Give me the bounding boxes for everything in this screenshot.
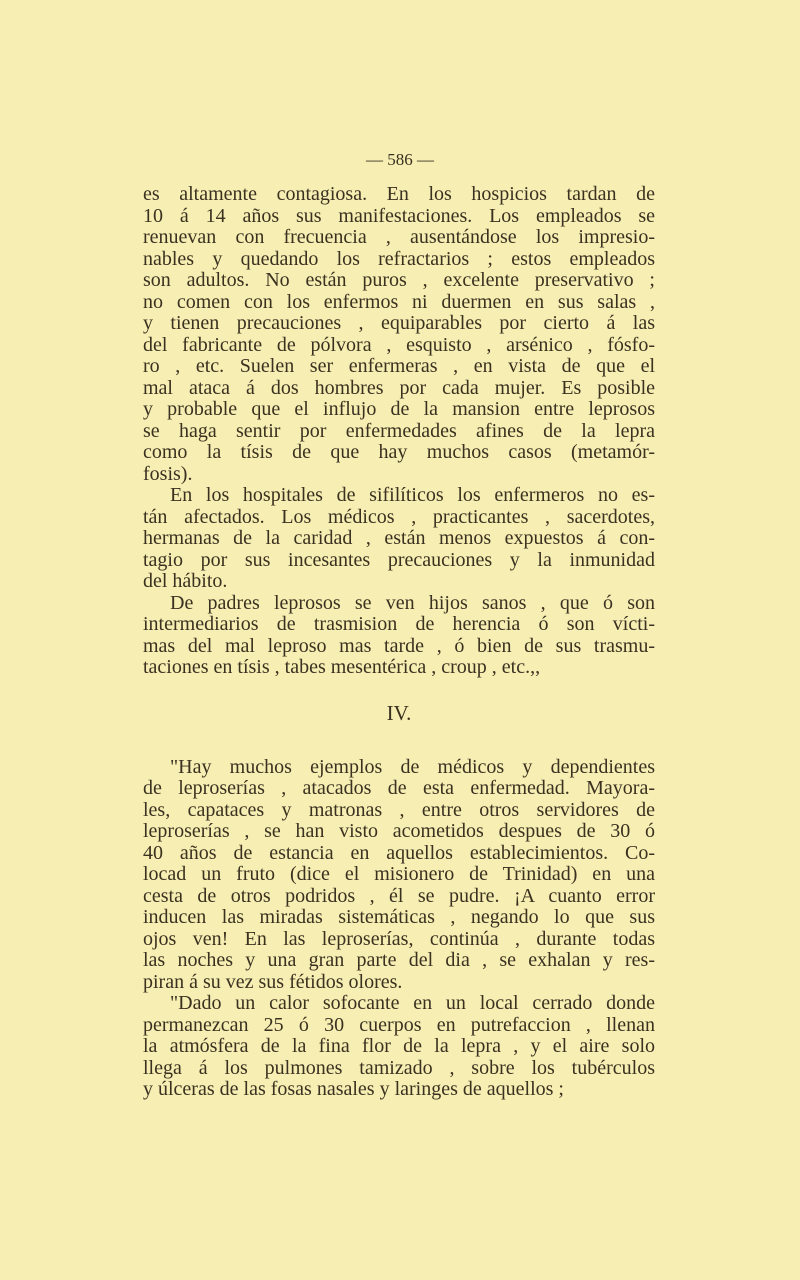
text-line: mas del mal leproso mas tarde , ó bien de sus trasmu- bbox=[143, 634, 655, 657]
text-line: En los hospitales de sifilíticos los enfermeros no es- bbox=[170, 484, 655, 506]
text-line: hermanas de la caridad , están menos expuestos á con- bbox=[143, 527, 655, 549]
text-line: es altamente contagiosa. En los hospicios tardan de bbox=[143, 183, 655, 205]
text-line: como la tísis de que hay muchos casos (metamór- bbox=[143, 441, 655, 463]
paragraph bbox=[143, 485, 655, 593]
text-line: y tienen precauciones , equiparables por cierto á las bbox=[143, 312, 655, 334]
text-line: ro , etc. Suelen ser enfermeras , en vista de que el bbox=[143, 355, 655, 377]
text-line: 10 á 14 años sus manifestaciones. Los empleados se bbox=[143, 204, 655, 227]
text-line: son adultos. No están puros , excelente preservativo ; bbox=[143, 269, 655, 291]
text-line: permanezcan 25 ó 30 cuerpos en putrefaccion , llenan bbox=[143, 1013, 655, 1036]
text-line: les, capataces y matronas , entre otros servidores de bbox=[143, 798, 655, 821]
text-line: del fabricante de pólvora , esquisto , arsénico , fósfo- bbox=[143, 333, 655, 356]
text-line: renuevan con frecuencia , ausentándose los impresio- bbox=[143, 226, 655, 248]
text-line: y probable que el influjo de la mansion entre leprosos bbox=[143, 398, 655, 420]
text-line: ojos ven! En las leproserías, continúa , durante todas bbox=[143, 927, 655, 950]
text-line: 40 años de estancia en aquellos establecimientos. Co- bbox=[143, 841, 655, 864]
paragraph bbox=[143, 184, 655, 485]
text-line: fosis). bbox=[143, 462, 193, 485]
text-line: locad un fruto (dice el misionero de Trinidad) en una bbox=[143, 863, 655, 885]
paragraph bbox=[143, 593, 655, 679]
section-heading: IV. bbox=[386, 700, 412, 725]
text-line: tagio por sus incesantes precauciones y la inmunidad bbox=[143, 548, 655, 571]
text-line: del hábito. bbox=[143, 570, 228, 592]
text-line: de leproserías , atacados de esta enfermedad. Mayora- bbox=[143, 777, 655, 799]
text-body bbox=[143, 184, 655, 1101]
text-line: inducen las miradas sistemáticas , negando lo que sus bbox=[143, 906, 655, 928]
page-number: — 586 — bbox=[366, 150, 434, 169]
text-line: llega á los pulmones tamizado , sobre los tubérculos bbox=[143, 1056, 655, 1079]
text-line: cesta de otros podridos , él se pudre. ¡A cuanto error bbox=[143, 884, 655, 907]
text-line: "Hay muchos ejemplos de médicos y dependientes bbox=[170, 755, 655, 778]
text-line: intermediarios de trasmision de herencia ó son vícti- bbox=[143, 613, 655, 635]
text-line: y úlceras de las fosas nasales y laringes de aquellos ; bbox=[143, 1078, 564, 1100]
text-line: se haga sentir por enfermedades afines de la lepra bbox=[143, 419, 655, 442]
text-line: piran á su vez sus fétidos olores. bbox=[143, 970, 403, 993]
paragraph bbox=[143, 993, 655, 1101]
text-line: la atmósfera de la fina flor de la lepra , y el aire solo bbox=[143, 1035, 655, 1057]
text-line: mal ataca á dos hombres por cada mujer. Es posible bbox=[143, 376, 655, 399]
text-line: leproserías , se han visto acometidos despues de 30 ó bbox=[143, 820, 655, 842]
text-line: De padres leprosos se ven hijos sanos , que ó son bbox=[170, 591, 655, 614]
text-line: las noches y una gran parte del dia , se exhalan y res- bbox=[143, 949, 655, 971]
text-line: no comen con los enfermos ni duermen en sus salas , bbox=[143, 290, 655, 313]
text-line: taciones en tísis , tabes mesentérica , croup , etc.,, bbox=[143, 656, 541, 678]
text-line: "Dado un calor sofocante en un local cerrado donde bbox=[170, 992, 655, 1014]
text-line: nables y quedando los refractarios ; estos empleados bbox=[143, 247, 655, 270]
text-line: tán afectados. Los médicos , practicantes , sacerdotes, bbox=[143, 505, 655, 528]
paragraph bbox=[143, 757, 655, 994]
